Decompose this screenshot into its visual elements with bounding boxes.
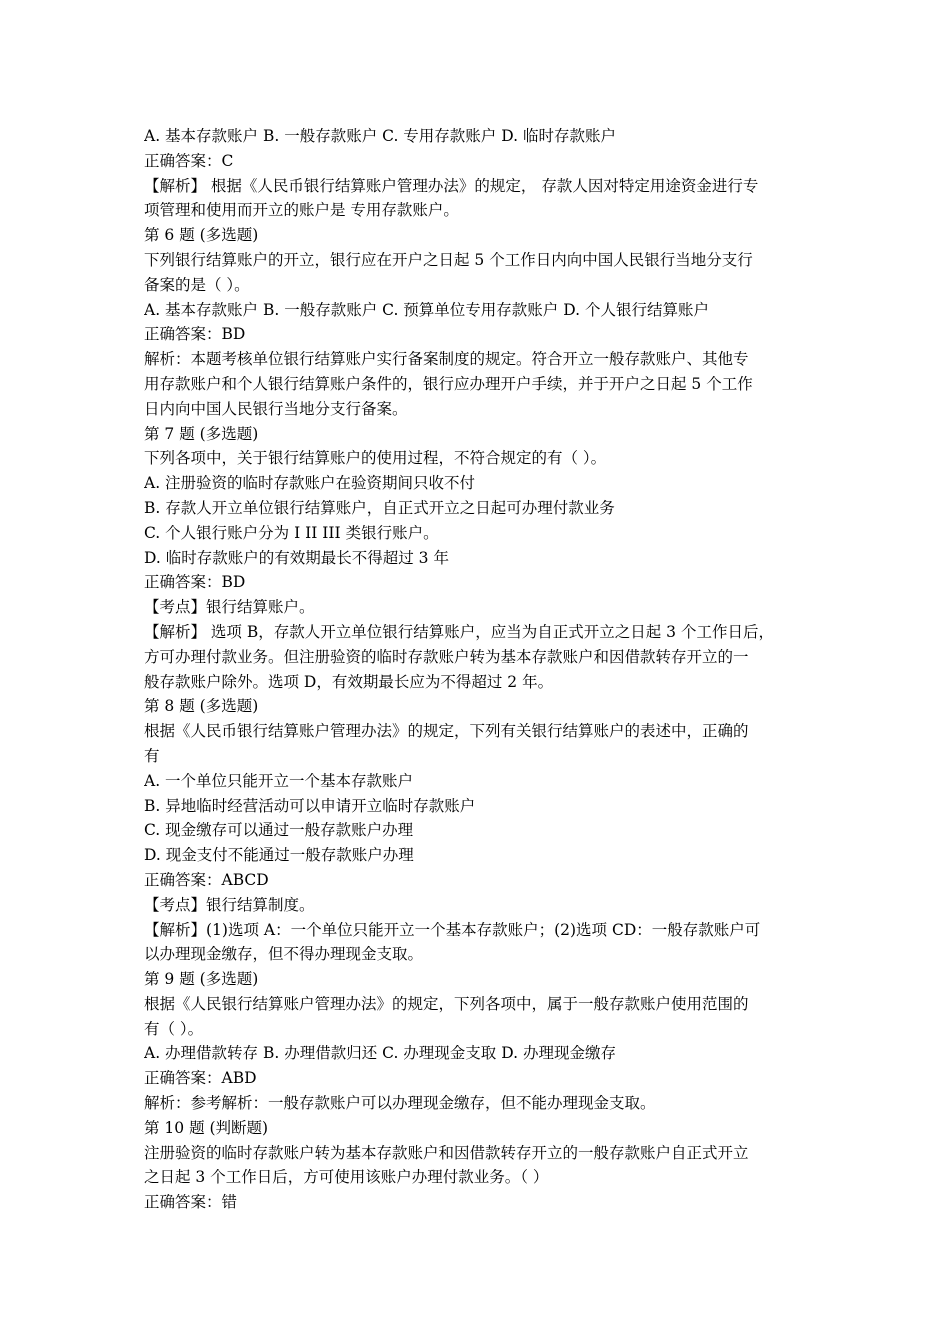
document-page bbox=[144, 124, 814, 1215]
q10-answer: 正确答案：错 bbox=[144, 1193, 238, 1212]
q8-option-b: B. 异地临时经营活动可以申请开立临时存款账户 bbox=[144, 796, 476, 815]
q6-stem-line-1: 下列银行结算账户的开立，银行应在开户之日起 5 个工作日内向中国人民银行当地分支行 bbox=[144, 250, 753, 269]
q7-stem: 下列各项中，关于银行结算账户的使用过程，不符合规定的有（ ）。 bbox=[144, 449, 607, 468]
q8-option-a: A. 一个单位只能开立一个基本存款账户 bbox=[144, 771, 414, 790]
q9-answer: 正确答案：ABD bbox=[144, 1069, 257, 1088]
q8-answer: 正确答案：ABCD bbox=[144, 870, 269, 889]
q10-stem-line-1: 注册验资的临时存款账户转为基本存款账户和因借款转存开立的一般存款账户自正式开立 bbox=[144, 1143, 749, 1162]
q5-explanation-line-1: 【解析】 根据《人民币银行结算账户管理办法》的规定， 存款人因对特定用途资金进行专 bbox=[144, 176, 759, 195]
q7-heading: 第 7 题 (多选题) bbox=[144, 424, 259, 443]
q8-option-d: D. 现金支付不能通过一般存款账户办理 bbox=[144, 846, 414, 865]
q7-option-d: D. 临时存款账户的有效期最长不得超过 3 年 bbox=[144, 548, 449, 567]
q7-topic: 【考点】银行结算账户。 bbox=[144, 598, 315, 617]
q8-explanation-line-1: 【解析】(1)选项 A：一个单位只能开立一个基本存款账户；(2)选项 CD：一般存款账户可 bbox=[144, 920, 761, 939]
q10-heading: 第 10 题 (判断题) bbox=[144, 1118, 269, 1137]
q9-heading: 第 9 题 (多选题) bbox=[144, 970, 259, 989]
q10-stem-line-2: 之日起 3 个工作日后，方可使用该账户办理付款业务。（ ） bbox=[144, 1168, 549, 1187]
q7-explanation-line-1: 【解析】 选项 B，存款人开立单位银行结算账户，应当为自正式开立之日起 3 个工作日后， bbox=[144, 622, 774, 641]
q7-option-b: B. 存款人开立单位银行结算账户，自正式开立之日起可办理付款业务 bbox=[144, 498, 615, 517]
q8-explanation-line-2: 以办理现金缴存，但不得办理现金支取。 bbox=[144, 945, 424, 964]
q6-heading: 第 6 题 (多选题) bbox=[144, 226, 259, 245]
q9-stem-line-1: 根据《人民银行结算账户管理办法》的规定，下列各项中，属于一般存款账户使用范围的 bbox=[144, 994, 749, 1013]
q5-explanation-line-2: 项管理和使用而开立的账户是 专用存款账户。 bbox=[144, 201, 459, 220]
q8-option-c: C. 现金缴存可以通过一般存款账户办理 bbox=[144, 821, 414, 840]
q8-stem-line-2: 有 bbox=[144, 746, 160, 765]
q6-explanation-line-3: 日内向中国人民银行当地分支行备案。 bbox=[144, 399, 408, 418]
q6-answer: 正确答案：BD bbox=[144, 325, 246, 344]
q7-option-a: A. 注册验资的临时存款账户在验资期间只收不付 bbox=[144, 474, 476, 493]
q9-explanation: 解析：参考解析：一般存款账户可以办理现金缴存，但不能办理现金支取。 bbox=[144, 1094, 656, 1113]
q6-explanation-line-1: 解析：本题考核单位银行结算账户实行备案制度的规定。符合开立一般存款账户、其他专 bbox=[144, 350, 749, 369]
q8-heading: 第 8 题 (多选题) bbox=[144, 697, 259, 716]
q8-topic: 【考点】银行结算制度。 bbox=[144, 895, 315, 914]
q6-stem-line-2: 备案的是（ ）。 bbox=[144, 275, 250, 294]
q9-options: A. 办理借款转存 B. 办理借款归还 C. 办理现金支取 D. 办理现金缴存 bbox=[144, 1044, 616, 1063]
q8-stem-line-1: 根据《人民币银行结算账户管理办法》的规定，下列有关银行结算账户的表述中，正确的 bbox=[144, 722, 749, 741]
q7-answer: 正确答案：BD bbox=[144, 573, 246, 592]
q5-answer: 正确答案：C bbox=[144, 151, 234, 170]
q6-explanation-line-2: 用存款账户和个人银行结算账户条件的，银行应办理开户手续，并于开户之日起 5 个工作 bbox=[144, 374, 753, 393]
q7-option-c: C. 个人银行账户分为 I II III 类银行账户。 bbox=[144, 523, 439, 542]
q9-stem-line-2: 有（ ）。 bbox=[144, 1019, 204, 1038]
q7-explanation-line-2: 方可办理付款业务。但注册验资的临时存款账户转为基本存款账户和因借款转存开立的一 bbox=[144, 647, 749, 666]
q5-options: A. 基本存款账户 B. 一般存款账户 C. 专用存款账户 D. 临时存款账户 bbox=[144, 127, 616, 145]
q7-explanation-line-3: 般存款账户除外。选项 D，有效期最长应为不得超过 2 年。 bbox=[144, 672, 554, 691]
q6-options: A. 基本存款账户 B. 一般存款账户 C. 预算单位专用存款账户 D. 个人银行结算账户 bbox=[144, 300, 709, 319]
